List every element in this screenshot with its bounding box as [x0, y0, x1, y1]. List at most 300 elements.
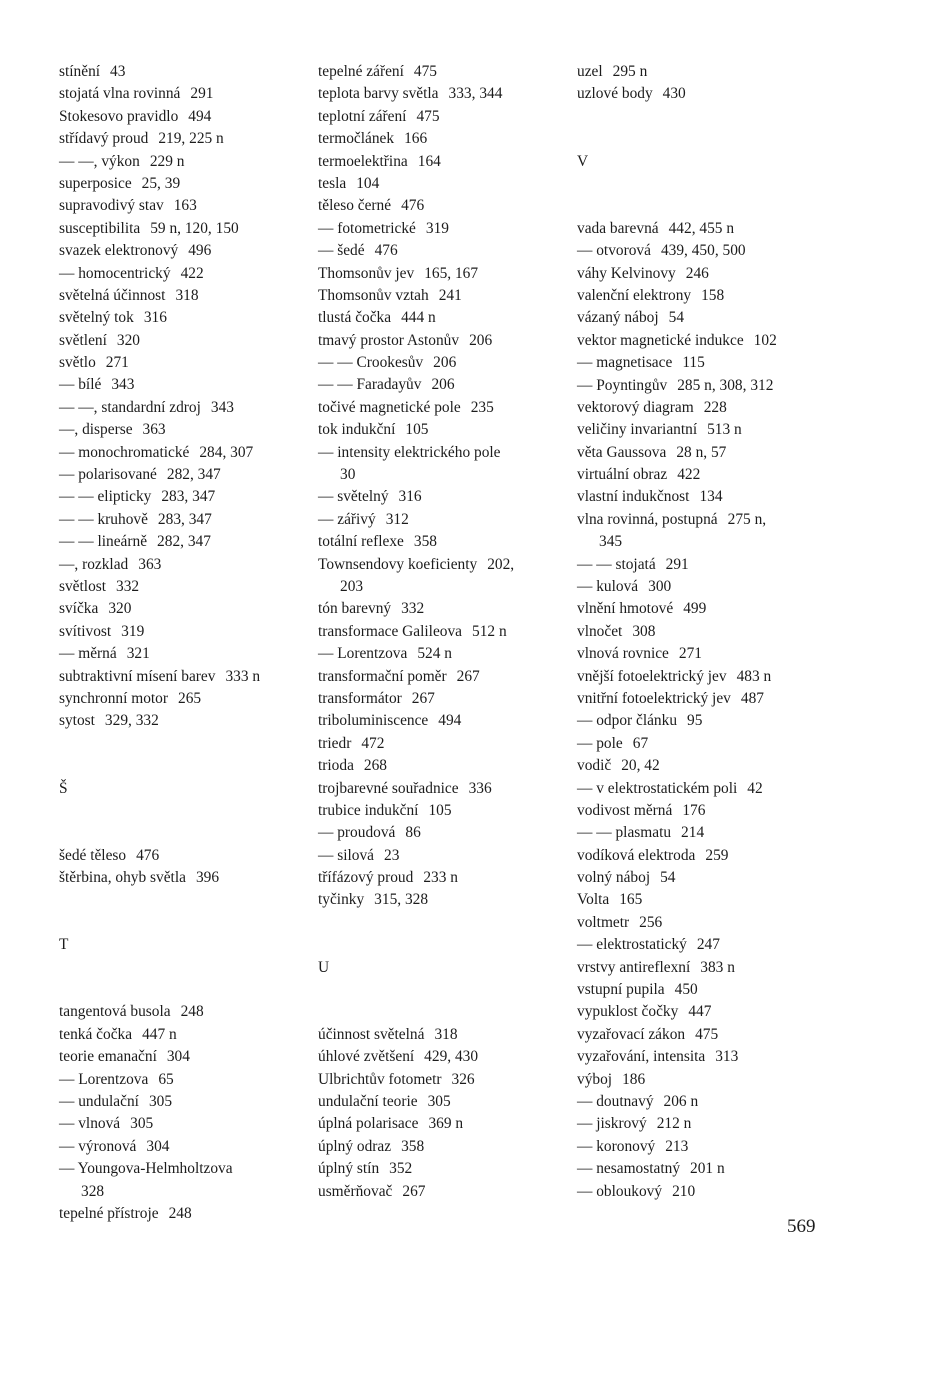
index-term: Ulbrichtův fotometr	[318, 1070, 442, 1088]
index-term: teplota barvy světla	[318, 85, 439, 103]
index-term: — — kruhově	[59, 510, 148, 528]
index-pages: 265	[178, 689, 202, 707]
index-pages: 363	[138, 555, 162, 573]
index-entry-continuation: 328	[81, 1182, 105, 1200]
index-term: termočlánek	[318, 130, 395, 148]
index-term: vada barevná	[577, 219, 659, 237]
index-entry	[59, 263, 309, 285]
index-term: — —, standardní zdroj	[59, 398, 201, 416]
index-entry	[318, 240, 568, 262]
index-term: vstupní pupila	[577, 981, 665, 999]
index-entry	[59, 285, 309, 307]
index-term: — homocentrický	[59, 264, 171, 282]
index-entry	[577, 598, 829, 620]
index-entry	[318, 173, 568, 195]
index-pages: 235	[470, 398, 494, 416]
index-entry	[577, 1069, 829, 1091]
index-term: — kulová	[577, 578, 639, 596]
index-pages: 476	[136, 846, 160, 864]
index-term: svazek elektronový	[59, 242, 179, 260]
index-term: vlnění hmotové	[577, 600, 674, 618]
index-pages: 284, 307	[199, 443, 254, 461]
index-term: —, rozklad	[59, 555, 129, 573]
index-pages: 67	[632, 734, 649, 752]
index-pages: 134	[699, 488, 723, 506]
index-entry	[318, 800, 568, 822]
index-entry	[577, 778, 829, 800]
index-entry	[577, 83, 829, 105]
index-pages: 259	[705, 846, 729, 864]
index-pages: 475	[413, 63, 437, 80]
section-letter: Š	[59, 779, 68, 797]
index-pages: 246	[685, 264, 709, 282]
index-term: undulační teorie	[318, 1093, 418, 1110]
index-entry	[318, 195, 568, 217]
index-entry	[59, 845, 309, 867]
index-pages: 496	[188, 242, 212, 260]
index-pages: 305	[130, 1115, 154, 1133]
index-pages: 447	[688, 1003, 712, 1021]
index-term: světlení	[59, 331, 107, 349]
index-entry	[577, 218, 829, 240]
index-pages: 206	[469, 331, 493, 349]
index-pages: 512 n	[472, 622, 507, 640]
index-entry	[318, 307, 568, 329]
index-term: supravodivý stav	[59, 197, 164, 215]
index-entry	[59, 61, 309, 83]
index-pages: 524 n	[417, 645, 452, 663]
index-pages: 439, 450, 500	[660, 242, 746, 260]
index-pages: 229 n	[149, 152, 185, 170]
index-entry	[577, 822, 829, 844]
index-entry	[59, 1069, 309, 1091]
index-entry	[577, 1001, 829, 1023]
index-pages: 158	[701, 286, 725, 304]
index-pages: 105	[428, 801, 452, 819]
index-term: vnější fotoelektrický jev	[577, 667, 727, 685]
index-pages: 256	[639, 913, 663, 931]
index-pages: 271	[678, 645, 702, 663]
index-entry	[577, 912, 829, 934]
index-pages: 210	[672, 1182, 696, 1200]
index-entry-continuation: 30	[340, 466, 356, 484]
index-term: vyzařování, intensita	[577, 1048, 706, 1066]
index-term: vypuklost čočky	[577, 1003, 679, 1021]
index-term: vyzařovací zákon	[577, 1025, 686, 1043]
index-term: vektorový diagram	[577, 398, 694, 416]
index-term: úplný odraz	[318, 1137, 392, 1155]
index-entry	[318, 778, 568, 800]
index-entry	[59, 419, 309, 441]
index-pages: 316	[143, 309, 167, 327]
index-term: — — Crookesův	[318, 354, 424, 372]
index-pages: 396	[195, 869, 220, 887]
section-gap	[318, 979, 568, 1024]
index-entry	[318, 554, 568, 576]
index-term: sytost	[59, 712, 95, 730]
index-entry	[318, 218, 568, 240]
index-entry	[577, 710, 829, 732]
index-term: vrstvy antireflexní	[577, 958, 691, 976]
index-term: — otvorová	[577, 242, 651, 260]
index-entry	[577, 1046, 829, 1068]
index-term: účinnost světelná	[318, 1025, 425, 1043]
index-term: vodivost měrná	[577, 801, 673, 819]
index-pages: 282, 347	[166, 466, 221, 484]
index-entry	[59, 666, 309, 688]
index-entry	[318, 1046, 568, 1068]
index-term: superposice	[59, 174, 132, 192]
index-pages: 447 n	[142, 1025, 177, 1043]
index-term: štěrbina, ohyb světla	[59, 869, 186, 887]
index-pages: 494	[188, 107, 212, 125]
index-term: šedé těleso	[59, 846, 127, 864]
index-term: — proudová	[318, 824, 396, 842]
index-pages: 475	[416, 107, 440, 125]
section-gap	[59, 800, 309, 845]
index-term: Volta	[577, 891, 610, 909]
index-term: virtuální obraz	[577, 466, 668, 484]
index-entry	[318, 330, 568, 352]
index-term: tok indukční	[318, 421, 396, 439]
index-term: těleso černé	[318, 197, 392, 215]
index-entry	[318, 263, 568, 285]
index-pages: 450	[674, 981, 698, 999]
index-term: vázaný náboj	[577, 309, 659, 327]
index-entry-continuation: 345	[599, 533, 623, 551]
index-pages: 247	[696, 936, 720, 954]
index-entry	[577, 442, 829, 464]
index-entry	[59, 195, 309, 217]
index-term: — elektrostatický	[577, 936, 687, 954]
index-term: Thomsonův jev	[318, 264, 415, 282]
index-term: výboj	[577, 1070, 613, 1088]
index-pages: 358	[401, 1137, 425, 1155]
index-pages: 104	[356, 174, 380, 192]
index-pages: 343	[111, 376, 135, 394]
index-term: točivé magnetické pole	[318, 398, 461, 416]
index-term: — nesamostatný	[577, 1160, 681, 1178]
index-pages: 176	[682, 801, 706, 819]
index-entry	[318, 486, 568, 508]
index-entry	[577, 61, 829, 83]
index-entry	[577, 307, 829, 329]
index-entry	[318, 688, 568, 710]
index-pages: 285 n, 308, 312	[677, 376, 774, 394]
index-pages: 499	[683, 600, 707, 618]
index-entry	[577, 1113, 829, 1135]
index-pages: 283, 347	[157, 510, 212, 528]
index-term: synchronní motor	[59, 689, 169, 707]
index-term: — jiskrový	[577, 1115, 647, 1133]
index-term: stojatá vlna rovinná	[59, 85, 181, 103]
index-term: vodíková elektroda	[577, 846, 696, 864]
index-pages: 295 n	[612, 63, 648, 80]
index-pages: 54	[668, 309, 685, 327]
index-term: — — lineárně	[59, 533, 148, 551]
index-pages: 363	[142, 421, 166, 439]
index-term: uzlové body	[577, 85, 653, 103]
index-entry	[59, 173, 309, 195]
index-entry	[577, 643, 829, 665]
index-pages: 233 n	[423, 869, 458, 887]
index-term: vlnová rovnice	[577, 645, 669, 663]
index-entry	[318, 106, 568, 128]
index-term: vodič	[577, 757, 612, 775]
index-term: — odpor článku	[577, 712, 678, 730]
index-entry	[59, 330, 309, 352]
index-term: vlnočet	[577, 622, 623, 640]
index-term: tepelné přístroje	[59, 1204, 159, 1222]
index-term: — šedé	[318, 242, 365, 260]
index-column-1	[59, 61, 309, 1225]
index-entry-continuation: 203	[340, 577, 364, 595]
index-entry	[577, 576, 829, 598]
index-entry	[577, 486, 829, 508]
index-entry	[318, 666, 568, 688]
index-pages: 305	[427, 1093, 451, 1110]
index-term: váhy Kelvinovy	[577, 264, 676, 282]
index-entry	[318, 710, 568, 732]
index-entry	[318, 755, 568, 777]
index-entry	[577, 621, 829, 643]
index-entry	[577, 1091, 829, 1113]
index-pages: 165	[619, 891, 643, 909]
index-pages: 164	[417, 152, 441, 170]
index-term: stínění	[59, 63, 101, 80]
index-term: — polarisované	[59, 466, 157, 484]
index-term: vlastní indukčnost	[577, 488, 690, 506]
index-entry	[577, 889, 829, 911]
index-pages: 166	[404, 130, 428, 148]
index-term: —, disperse	[59, 421, 133, 439]
index-entry	[318, 442, 568, 464]
index-pages: 25, 39	[141, 174, 181, 192]
index-term: — undulační	[59, 1093, 139, 1111]
index-pages: 248	[180, 1003, 204, 1021]
index-entry	[318, 285, 568, 307]
index-pages: 186	[622, 1070, 646, 1088]
index-entry	[318, 151, 568, 173]
index-term: triedr	[318, 734, 352, 752]
index-entry	[59, 643, 309, 665]
section-gap	[59, 733, 309, 778]
index-pages: 214	[681, 824, 705, 842]
index-term: — magnetisace	[577, 354, 673, 372]
index-term: třífázový proud	[318, 869, 414, 887]
index-entry	[577, 688, 829, 710]
index-pages: 268	[363, 757, 387, 775]
index-pages: 472	[361, 734, 385, 752]
index-pages: 494	[438, 712, 462, 730]
index-pages: 343	[210, 398, 234, 416]
index-pages: 115	[682, 354, 705, 372]
index-term: teplotní záření	[318, 107, 407, 125]
index-term: tenká čočka	[59, 1025, 133, 1043]
index-pages: 59 n, 120, 150	[150, 219, 239, 237]
index-term: termoelektřina	[318, 152, 408, 170]
index-pages: 212 n	[656, 1115, 692, 1133]
index-entry	[318, 1113, 568, 1135]
index-pages: 105	[405, 421, 429, 439]
index-pages: 483 n	[736, 667, 772, 685]
index-entry	[318, 1069, 568, 1091]
index-column-2	[318, 61, 568, 1203]
index-term: volný náboj	[577, 869, 651, 887]
index-entry	[577, 733, 829, 755]
index-pages: 321	[126, 645, 150, 663]
index-pages: 319	[425, 219, 449, 237]
index-pages: 228	[703, 398, 727, 416]
index-term: usměrňovač	[318, 1182, 393, 1200]
index-term: — doutnavý	[577, 1093, 654, 1110]
index-entry	[318, 128, 568, 150]
index-pages: 329, 332	[104, 712, 159, 730]
index-pages: 28 n, 57	[676, 443, 727, 461]
index-pages: 444 n	[401, 309, 436, 327]
index-pages: 320	[108, 600, 132, 618]
index-pages: 442, 455 n	[668, 219, 735, 237]
index-term: — světelný	[318, 488, 389, 506]
section-letter: U	[318, 958, 330, 976]
index-entry	[577, 755, 829, 777]
index-entry	[59, 1046, 309, 1068]
index-entry	[59, 307, 309, 329]
index-pages: 304	[166, 1048, 190, 1066]
index-term: — měrná	[59, 645, 117, 663]
index-term: Thomsonův vztah	[318, 286, 429, 304]
index-term: — Lorentzova	[318, 645, 408, 663]
index-pages: 267	[411, 689, 435, 707]
index-term: uzel	[577, 63, 603, 80]
index-term: — —, výkon	[59, 152, 140, 170]
index-entry	[318, 1181, 568, 1203]
index-pages: 213	[665, 1137, 689, 1155]
index-term: triboluminiscence	[318, 712, 429, 730]
index-term: — obloukový	[577, 1182, 663, 1200]
index-pages: 430	[662, 85, 686, 103]
index-entry	[59, 352, 309, 374]
index-term: transformace Galileova	[318, 622, 463, 640]
index-term: tangentová busola	[59, 1003, 171, 1021]
index-term: vektor magnetické indukce	[577, 331, 744, 349]
index-pages: 165, 167	[424, 264, 479, 282]
index-pages: 476	[401, 197, 425, 215]
index-entry	[59, 1113, 309, 1135]
index-entry	[59, 576, 309, 598]
index-entry	[318, 889, 568, 911]
index-entry	[577, 800, 829, 822]
index-entry	[577, 666, 829, 688]
index-term: — Lorentzova	[59, 1070, 149, 1088]
index-entry	[59, 442, 309, 464]
index-term: — bílé	[59, 376, 102, 394]
index-pages: 206	[433, 354, 457, 372]
index-entry	[59, 151, 309, 173]
index-pages: 95	[687, 712, 703, 730]
index-term: trubice indukční	[318, 801, 419, 819]
index-entry	[577, 263, 829, 285]
index-entry	[318, 419, 568, 441]
index-entry	[318, 733, 568, 755]
index-pages: 202,	[487, 555, 515, 573]
section-gap	[577, 106, 829, 151]
index-pages: 383 n	[700, 958, 735, 976]
index-entry	[59, 1091, 309, 1113]
index-entry	[318, 397, 568, 419]
index-entry	[59, 1136, 309, 1158]
index-pages: 271	[105, 354, 129, 372]
index-pages: 163	[173, 197, 197, 215]
index-term: tmavý prostor Astonův	[318, 331, 460, 349]
index-entry	[318, 822, 568, 844]
index-pages: 332	[116, 577, 140, 595]
index-pages: 54	[660, 869, 676, 887]
index-term: — Poyntingův	[577, 376, 668, 394]
index-entry	[59, 867, 309, 889]
index-entry	[59, 464, 309, 486]
index-term: vlna rovinná, postupná	[577, 510, 718, 528]
index-entry	[59, 106, 309, 128]
index-pages: 20, 42	[621, 757, 660, 775]
index-pages: 42	[747, 779, 763, 797]
index-pages: 102	[753, 331, 777, 349]
index-entry	[318, 845, 568, 867]
index-entry	[318, 867, 568, 889]
index-term: valenční elektrony	[577, 286, 692, 304]
index-entry	[577, 240, 829, 262]
index-entry	[577, 979, 829, 1001]
index-entry	[577, 330, 829, 352]
index-term: tlustá čočka	[318, 309, 392, 327]
index-term: — — Faradayův	[318, 376, 422, 394]
index-term: tesla	[318, 174, 347, 192]
index-entry	[318, 1091, 568, 1113]
index-pages: 513 n	[707, 421, 742, 439]
index-entry	[318, 1136, 568, 1158]
section-gap	[59, 957, 309, 1002]
index-entry	[577, 397, 829, 419]
index-entry	[318, 598, 568, 620]
index-pages: 326	[451, 1070, 475, 1088]
index-pages: 275 n,	[727, 510, 767, 528]
index-term: — — elipticky	[59, 488, 152, 506]
index-term: — intensity elektrického pole	[318, 443, 501, 461]
index-pages: 267	[456, 667, 480, 685]
index-pages: 318	[175, 286, 199, 304]
index-pages: 283, 347	[161, 488, 216, 506]
index-pages: 476	[374, 242, 398, 260]
index-term: světelný tok	[59, 309, 134, 327]
index-term: trojbarevné souřadnice	[318, 779, 459, 797]
index-pages: 86	[405, 824, 421, 842]
index-term: subtraktivní mísení barev	[59, 667, 216, 685]
index-entry	[577, 509, 829, 531]
index-entry	[577, 867, 829, 889]
index-pages: 316	[398, 488, 422, 506]
index-term: transformátor	[318, 689, 402, 707]
index-pages: 291	[665, 555, 689, 573]
index-entry	[59, 374, 309, 396]
index-entry	[577, 285, 829, 307]
index-entry	[577, 934, 829, 956]
index-entry	[59, 509, 309, 531]
index-entry	[577, 554, 829, 576]
index-entry	[59, 598, 309, 620]
index-term: — v elektrostatickém poli	[577, 779, 738, 797]
index-term: svíčka	[59, 600, 99, 618]
index-term: tón barevný	[318, 600, 392, 618]
